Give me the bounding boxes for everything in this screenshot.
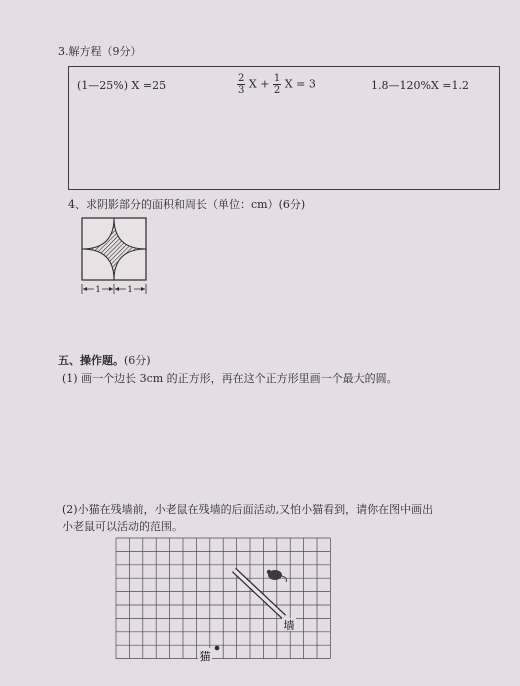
part5-points: (6分) [124, 354, 151, 367]
cat-point [215, 646, 220, 651]
question-1: (1) 画一个边长 3cm 的正方形，再在这个正方形里画一个最大的圆。 [62, 372, 398, 385]
part5-heading: 五、操作题。 [58, 354, 124, 367]
grid-figure [110, 534, 340, 670]
wall-label: 墙 [283, 619, 295, 632]
question-2-line-2: 小老鼠可以活动的范围。 [62, 520, 183, 533]
dimension-label-right: 1 [127, 285, 133, 294]
equation-1: (1—25%) X =25 [77, 79, 167, 92]
section3-title: 3.解方程（9分） [58, 45, 142, 58]
fraction-two-thirds: $\frac{2}{3}$ [238, 73, 245, 96]
cat-label: 猫 [199, 650, 211, 663]
section4-title: 4、求阴影部分的面积和周长（单位：cm）(6分) [68, 198, 306, 211]
equation-box [68, 66, 500, 190]
equation-3: 1.8—120%X =1.2 [371, 79, 469, 92]
dimension-label-left: 1 [95, 285, 101, 294]
shaded-square-figure [76, 214, 156, 296]
question-2-line-1: (2)小猫在残墙前，小老鼠在残墙的后面活动,又怕小猫看到，请你在图中画出 [62, 503, 434, 516]
grid-lines [116, 538, 330, 659]
part5-heading-line [58, 352, 151, 368]
fraction-one-half: $\frac{1}{2}$ [273, 73, 281, 96]
equation-2: $\frac{2}{3}$ X + $\frac{1}{2}$ X = 3 [238, 73, 316, 96]
